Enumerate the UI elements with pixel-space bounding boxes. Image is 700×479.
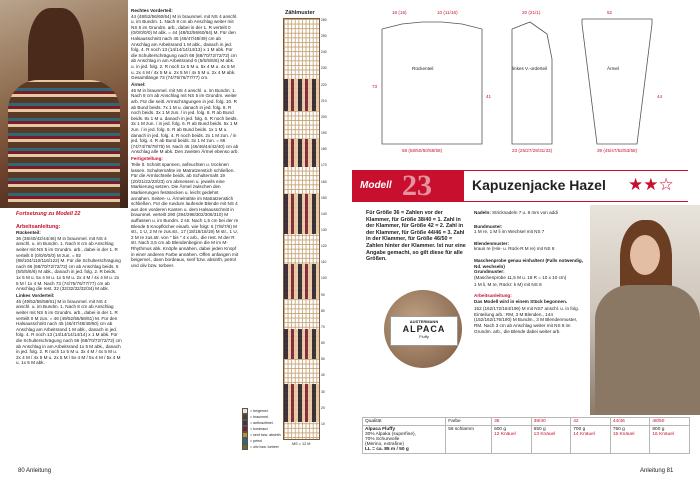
row-label: 260 bbox=[321, 18, 327, 22]
legend-swatch bbox=[242, 444, 248, 450]
legend-item bbox=[242, 444, 282, 450]
row-label: 230 bbox=[321, 66, 327, 71]
schematic-front-label: linkes V.-orderteil bbox=[512, 66, 548, 71]
rueckenteil-title: Rückenteil: bbox=[16, 230, 41, 236]
composition-line: 30% Alpaka (superfine), bbox=[365, 432, 416, 437]
amount-balls: 14 Knäuel bbox=[573, 432, 595, 437]
needles-label: Nadeln: bbox=[474, 210, 491, 215]
row-label: 220 bbox=[321, 82, 327, 87]
chart-band bbox=[284, 139, 319, 167]
rechtes-vorderteil-text: 44 (48/52/56/60/64) M in braunmel. mit NS 4 anschl. u. im Bundm. 1. Nach 8 cm ab Anschlag weiter mit NS 5 im Grundm. arb., dabei in der 1. R verteilt 0 (0/0/0/0/0) M abk. = 44 (48/52/56/60/64) M. Für den Halsausschnitt nach 45 (46/47/48/49) cm ab Anschlag am Arbeitsrand 1 M abk., danach in jed. folg. 4. R noch 13 (14/14/14/14/13) x 1 M abk. Für die Schulterschrägung nach 66 (68/70/72/72/72) cm ab Anschlag in am Arbeitsrand 6 (5/5/5/6/6) M abk. u. in jed. folg. 2. R noch 1x 5 M u. 5x 4 M u. 4x 5 M u. 2x 4 M / 4x 5 M u. 2x 5 M / 4x 5 M u. 2x 4 M abk. Gesamtlänge 73 (74/75/76/77/77) cm. bbox=[131, 13, 238, 81]
legend-label: = anthrazitmel. bbox=[250, 420, 274, 425]
schematic-dim-top1: 16 (16) bbox=[392, 10, 407, 15]
chart-band bbox=[284, 264, 319, 299]
legend-label: = oliv bzw. lorbeer bbox=[250, 444, 279, 449]
table-cell-color: 56 schlamm bbox=[446, 426, 492, 454]
page-footer-left: 80 Anleitung bbox=[18, 468, 52, 474]
instructions-heading: Arbeitsanleitung: bbox=[16, 223, 61, 230]
bundmuster-text: 1 M re, 1 M li im Wechsel mit NS 7 bbox=[474, 229, 545, 235]
difficulty-stars bbox=[628, 176, 674, 195]
sizes-column bbox=[366, 210, 468, 264]
continuation-heading: Fortsetzung zu Modell 22 bbox=[16, 211, 81, 217]
row-label: 200 bbox=[321, 114, 327, 119]
amount-grams: 650 g bbox=[533, 427, 546, 432]
row-label: 60 bbox=[321, 341, 325, 346]
row-label: 150 bbox=[321, 195, 327, 200]
legend-label: = petrol bbox=[250, 438, 263, 443]
arbeitsanleitung-title: Arbeitsanleitung: bbox=[474, 293, 512, 299]
page-footer-right: Anleitung 81 bbox=[640, 468, 674, 474]
chart-band bbox=[284, 194, 319, 234]
yarn-name: ALPACA bbox=[402, 324, 446, 334]
row-label: 250 bbox=[321, 34, 327, 39]
schematic-dim-top4: 52 bbox=[607, 10, 613, 15]
needles-text: Stricknadeln 7 u. 8 mm von addi bbox=[492, 210, 558, 215]
table-cell-amount bbox=[531, 426, 571, 454]
chart-title: Zählmuster bbox=[285, 10, 315, 16]
schematic-dim-b1: 58 (58/50/50/58/58) bbox=[402, 148, 443, 153]
row-label: 120 bbox=[321, 244, 327, 249]
row-label: 130 bbox=[321, 228, 327, 232]
model-cardigan bbox=[595, 285, 700, 415]
table-header: 36 bbox=[492, 418, 532, 426]
yarn-sub: Fluffy bbox=[419, 334, 429, 339]
aermel-text: 46 M in braunmel. mit NS 4 anschl. u. im Bundm. 1. Nach 8 cm ab Anschlag mit NS 5 im Grundm. weiter arb. Für die seitl. Armschrägungen in jed. folg. 10. R ab Bund beids. 7x 1 M u. danach in jed. folg. 8. R noch beids. 3x 1 M zun. / in jed. folg. 8. R ab Bund beids. 8x 1 M u. danach in jed. folg. 6. R noch beids. 3x 1 M zun. / in jed. folg. 6. R ab Bund beids. 5x 1 M zun. / in jed. folg. 6. R ab Bund beids. 1x 1 M u. danach in jed. folg. 4. R noch beids. 2x 1 M zun. / in jed. folg. 4. R ab Bund beids. 3x 1 M zun. = 66 (74/74/78/78/78) M. Nach 45 (46/46/44/42/40) cm ab Anschlag alle M abk. Den zweiten Ärmel ebenso arb. bbox=[131, 87, 239, 155]
schematic-dim-side3: 44 bbox=[657, 94, 663, 99]
chart-bottom-note: MS = 12 M bbox=[292, 442, 311, 446]
left-column bbox=[16, 211, 122, 410]
table-header-row bbox=[363, 418, 690, 426]
schematic-dim-b2: 23 (25/27/29/31/33) bbox=[512, 148, 553, 153]
row-label: 240 bbox=[321, 50, 327, 55]
blendenmuster-title: Blendenmuster: bbox=[474, 240, 509, 246]
legend-label: = braunmel. bbox=[250, 414, 270, 419]
model-label: Modell bbox=[360, 180, 392, 191]
star-filled-icon: ★ bbox=[643, 175, 659, 194]
yarn-band bbox=[390, 316, 458, 346]
chart-band bbox=[284, 329, 319, 359]
schematic-dim-side2: 41 bbox=[486, 94, 492, 99]
grundmuster-text-2: 1 M li, M re, Rückr: k M) mit NS 8 bbox=[474, 281, 542, 287]
row-label: 170 bbox=[321, 163, 327, 168]
rueckenteil-text: 36 (38/40/42/44/46) M in braunmel. mit NS 4 anschl. u. im Bundm. 1. Nach 8 cm ab Anschlag weiter mit NS 5 im Grundm. arb., dabei in der 1. R verteilt 0 (0/0/0/0/0) M zun. = 92 (98/104/110/116/122) M. Für die Schulterschrägung nach 66 (68/70/72/72/72) cm ab Anschlag beids. 5 (5/5/5/6/6) M abk., danach in jed. folg. 2. R beids. 1x 5 M u. 5x 4 M u. 1x 5 M u. 2x 4 M / 4x 4 M u. 2x 5 M / 1x 4 M. Nach 73 (74/75/76/77/77) cm ab Anschlag die rest. 32 (32/32/32/32/34) M abk. bbox=[16, 235, 121, 292]
table-cell-amount bbox=[492, 426, 532, 454]
model-header-bar bbox=[352, 170, 688, 202]
fertigstellung-text: Teile lt. Schnitt spannen, anfeuchten u. trocknen lassen. Schulternähte im Matratzenstich schließen. Für die Armlochteile beids. ab Schulternaht 19 (20/21/22/23/23) cm abmessen u. jeweils eine Markierung setzen. Die Ärmel zwischen den Markierungen feststecken u. leicht gedehnt annähen. Seiten- u. Ärmelnähte im Matratzenstich schließen. Für die rundum laufende Blende mit NS 4 aus den vorderen Kanten u. dem Halsausschnitt in braunmel. verteilt 290 (294/298/302/306/310) M auffassen u. im Bundm. 2 str. Nach 1,5 cm bei der re Blende 5 Knopflöcher einarb. wie folgt: 6 (7/8/7/6) M str., 1 U, 2 M re zus.str., 17 (18/18/18/19) M str., 1 U, 2 M re zus.str. von " bis " 4 x arb., die rest. M der R str. Nach 3,5 cm ab Blendenbeginn die M im M-Rhythmus abk. Knöpfe annähen, dabei jeden Knopf in einer anderen Farbe annähen. Offen anfangen mit beigemel., dann bordeaux, senf bzw. absinth, petrol und oliv bzw. torbeer. bbox=[131, 162, 239, 268]
model-photo-left bbox=[0, 0, 128, 208]
amount-grams: 750 g bbox=[612, 427, 625, 432]
yarn-ball bbox=[384, 290, 462, 368]
back-piece-shape bbox=[382, 22, 482, 144]
front-piece-shape bbox=[512, 22, 552, 144]
amount-balls: 12 Knäuel bbox=[494, 432, 516, 437]
model-badge bbox=[352, 171, 464, 201]
bundmuster-title: Bundmuster: bbox=[474, 223, 503, 229]
schematic-back-label: Rückenteil bbox=[412, 66, 434, 71]
table-cell-amount bbox=[650, 426, 690, 454]
table-row bbox=[363, 426, 690, 454]
model-face-right bbox=[630, 235, 660, 275]
row-label: 30 bbox=[321, 389, 325, 394]
row-label: 70 bbox=[321, 324, 325, 329]
amount-balls: 15 Knäuel bbox=[612, 432, 635, 437]
legend-label: = senf bzw. absinth bbox=[250, 432, 281, 437]
sizes-note: Für Größe 36 = Zahlen vor der Klammer, für Größe 38/40 = 1. Zahl in der Klammer, für Größe 42 = 2. Zahl in der Klammer, für Größe 44/46 = 3. Zahl in der Klammer, für Größe 46/50 = Zahlen hinter der Klammer. Ist nur eine Angabe gemacht, so gilt diese für alle Größen. bbox=[366, 210, 466, 263]
middle-column bbox=[131, 8, 239, 314]
row-label: 80 bbox=[321, 308, 325, 313]
arbeitsanleitung-text-2: 152 (162/172/184/196) M mit NS7 anschl. u. in folg. Einteilung arb.: RM, 3 M Blenden., 144 (152/162/176/190) M Bundm., 3 M Blendenmuster, RM. Nach 3 cm ab Anschlag weiter mit NS 8 im Grundm. arb., die Blende dabei weiter arb. bbox=[474, 306, 579, 334]
row-label: 160 bbox=[321, 179, 327, 184]
model-title: Kapuzenjacke Hazel bbox=[472, 177, 606, 193]
schematic-dim-side1: 73 bbox=[372, 84, 378, 89]
schematic-dim-b3: 39 (45/47/52/53/58) bbox=[597, 148, 638, 153]
row-label: 140 bbox=[321, 211, 327, 216]
amount-balls: 16 Knäuel bbox=[652, 432, 674, 437]
table-header: 42 bbox=[571, 418, 611, 426]
chart-band bbox=[284, 79, 319, 111]
amount-balls: 13 Knäuel bbox=[533, 432, 556, 437]
model-number: 23 bbox=[402, 169, 432, 202]
table-header: 48/50 bbox=[650, 418, 690, 426]
amount-grams: 800 g bbox=[652, 427, 665, 432]
row-label: 20 bbox=[321, 405, 325, 410]
schematic-dim-top2: 10 (11/16) bbox=[437, 10, 458, 15]
table-cell-quality bbox=[363, 426, 446, 454]
amount-grams: 700 g bbox=[573, 427, 586, 432]
blendenmuster-text: kraus re (Hin- u. Rück-R M re) mit NS 8 bbox=[474, 246, 555, 252]
arbeitsanleitung-text: Das Modell wird in einem Stück begonnen. bbox=[474, 299, 568, 305]
table-header: 44/46 bbox=[610, 418, 650, 426]
maschenprobe-title: Maschenprobe genau einhalten! (Falls notwendig, Nd. wechseln) bbox=[474, 257, 583, 269]
table-cell-amount bbox=[610, 426, 650, 454]
fertigstellung-title: Fertigstellung: bbox=[131, 156, 163, 162]
quality-name: Alpaca Fluffy bbox=[365, 427, 396, 432]
table-header: Farbe bbox=[446, 418, 492, 426]
links-vorderteil-title: Linkes Vorderteil: bbox=[16, 293, 55, 299]
legend-label: = bordeaux bbox=[250, 426, 269, 431]
grundmuster-title: Grundmuster: bbox=[474, 269, 505, 275]
amount-grams: 600 g bbox=[494, 427, 507, 432]
table-header: 38/40 bbox=[531, 418, 571, 426]
materials-column bbox=[474, 210, 586, 336]
yarn-table bbox=[362, 417, 690, 454]
chart-band bbox=[284, 384, 319, 422]
row-label: 110 bbox=[321, 260, 327, 265]
grundmuster-text: (Maschenprobe 11,5 M u. 18 R = 10 x 10 cm) bbox=[474, 274, 567, 280]
row-label: 180 bbox=[321, 147, 327, 152]
sleeve-shape bbox=[582, 19, 652, 144]
yarn-brand: AUSTERMANN bbox=[409, 319, 439, 324]
row-label: 100 bbox=[321, 276, 327, 281]
aermel-title: Ärmel: bbox=[131, 82, 146, 88]
composition-line: (Merino, extrafine) bbox=[365, 442, 404, 447]
count-chart bbox=[283, 18, 320, 440]
links-vorderteil-text: 46 (49/52/55/58/61) M in braunmel. mit NS 4 anschl. u. im Bundm. 1. Nach 8 cm ab Anschlag weiter mit NS 5 im Grundm. arb., dabei in der 1. R verteilt 0 M zun. = 46 (49/52/55/58/61) M. Für den Halsausschnitt nach 45 (46/47/48/49/50) cm ab Anschlag am Arbeitsrand 1 M abk., danach in jed. folg. 4. R noch 13 (14/14/14/14/14) x 1 M abk. Für die Schulterschrägung nach 66 (68/70/72/72/72) cm ab Anschlag in am Arbeitsrand 1x 5 M abk., danach in jed. folg. 2. R noch 1x 5 M u. 3x 4 M / 4x 5 M u. 2x 4 M / 4x 5 M u. 2x 5 M / 5x 4 M / 5x 4 M / 5x 4 M u. 1x 5 M abk. bbox=[16, 298, 122, 366]
star-empty-icon: ☆ bbox=[658, 175, 674, 194]
rechtes-vorderteil-title: Rechtes Vorderteil: bbox=[131, 8, 173, 13]
star-filled-icon: ★ bbox=[628, 175, 644, 194]
schematic-area bbox=[352, 4, 700, 164]
schematic-sleeve-label: Ärmel bbox=[607, 66, 619, 71]
model-photo-right bbox=[590, 205, 700, 415]
chart-row-labels bbox=[321, 18, 335, 438]
composition-line: LL = ca. 85 m / 50 g bbox=[365, 447, 409, 452]
row-label: 50 bbox=[321, 357, 325, 362]
chart-legend bbox=[242, 408, 282, 450]
row-label: 210 bbox=[321, 98, 327, 103]
model-sweater bbox=[8, 80, 120, 208]
legend-label: = beigemel. bbox=[250, 408, 269, 413]
row-label: 190 bbox=[321, 131, 327, 136]
schematic-svg bbox=[352, 4, 700, 164]
composition-line: 70% Schurwolle bbox=[365, 437, 400, 442]
yarn-table-wrap bbox=[362, 417, 690, 454]
table-header: Qualität bbox=[363, 418, 446, 426]
table-cell-amount bbox=[571, 426, 611, 454]
row-label: 40 bbox=[321, 373, 325, 378]
row-label: 10 bbox=[321, 421, 325, 426]
row-label: 90 bbox=[321, 292, 325, 297]
schematic-dim-top3: 20 (21/1) bbox=[522, 10, 541, 15]
